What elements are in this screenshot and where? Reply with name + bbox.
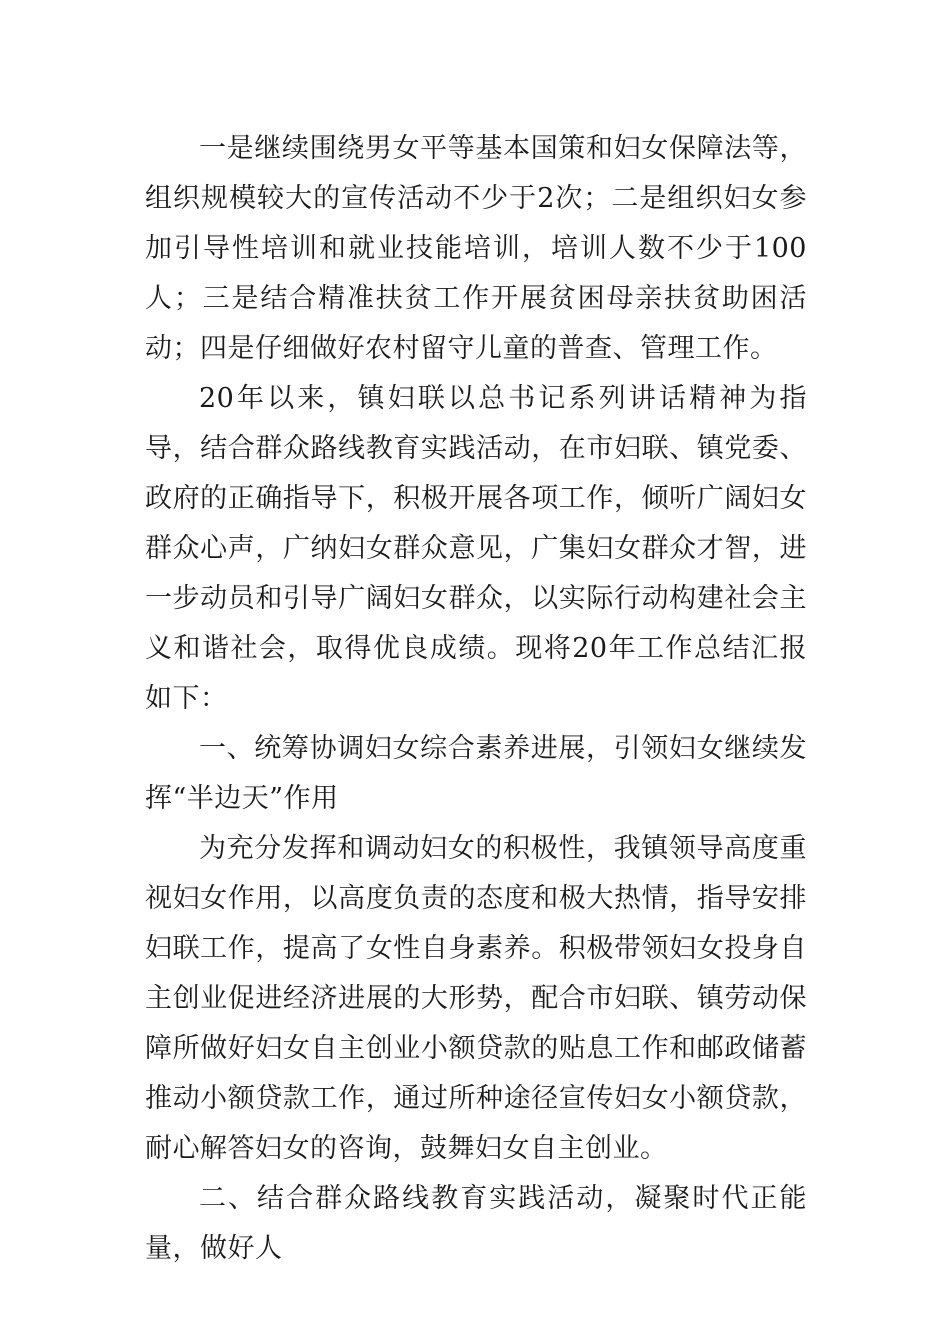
document-body (145, 124, 807, 1274)
paragraph-3: 为充分发挥和调动妇女的积极性，我镇领导高度重视妇女作用，以高度负责的态度和极大热情，指导安排妇联工作，提高了女性自身素养。积极带领妇女投身自主创业促进经济进展的大形势，配合市妇联、镇劳动保障所做好妇女自主创业小额贷款的贴息工作和邮政储蓄推动小额贷款工作，通过所种途径宣传妇女小额贷款，耐心解答妇女的咨询，鼓舞妇女自主创业。 (145, 833, 807, 1164)
paragraph-1: 一是继续围绕男女平等基本国策和妇女保障法等，组织规模较大的宣传活动不少于2次；二是组织妇女参加引导性培训和就业技能培训，培训人数不少于100人；三是结合精准扶贫工作开展贫困母亲扶贫助困活动；四是仔细做好农村留守儿童的普查、管理工作。 (145, 133, 807, 364)
section-heading-2: 二、结合群众路线教育实践活动，凝聚时代正能量，做好人 (145, 1183, 807, 1264)
paragraph-2: 20年以来，镇妇联以总书记系列讲话精神为指导，结合群众路线教育实践活动，在市妇联、镇党委、政府的正确指导下，积极开展各项工作，倾听广阔妇女群众心声，广纳妇女群众意见，广集妇女群众才智，进一步动员和引导广阔妇女群众，以实际行动构建社会主义和谐社会，取得优良成绩。现将20年工作总结汇报如下： (145, 383, 807, 714)
section-heading-1: 一、统筹协调妇女综合素养进展，引领妇女继续发挥“半边天”作用 (145, 733, 807, 814)
